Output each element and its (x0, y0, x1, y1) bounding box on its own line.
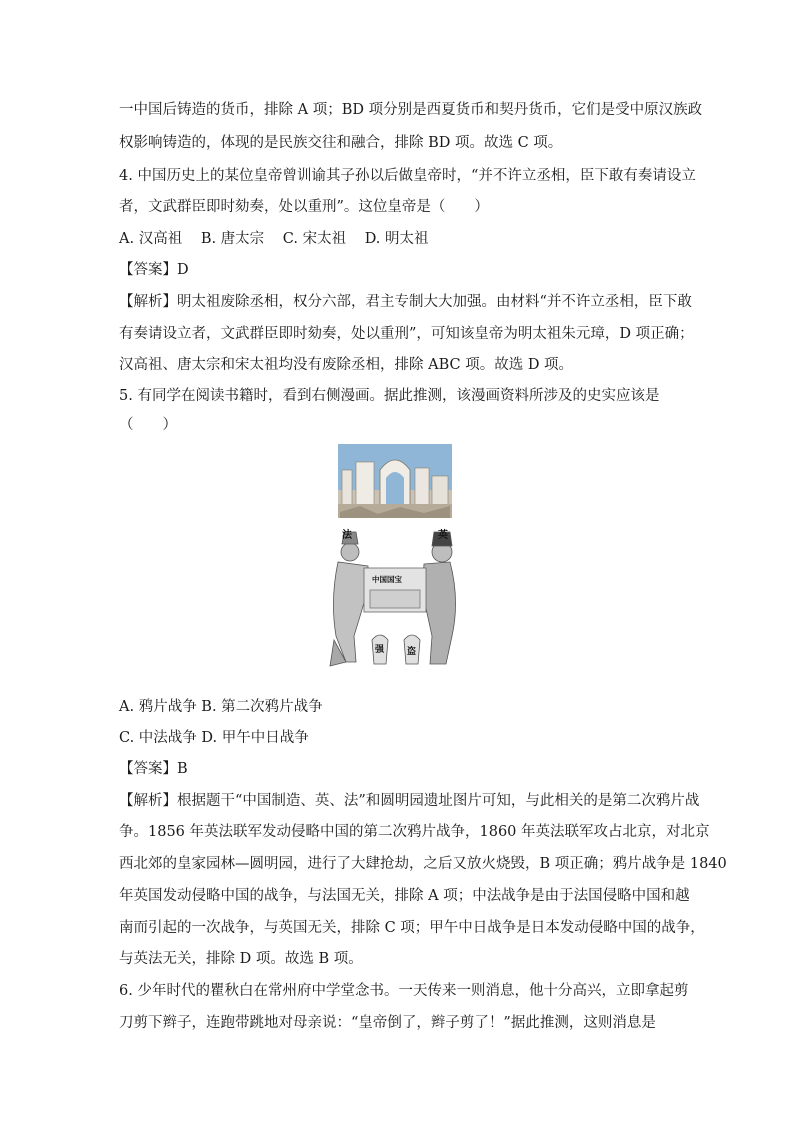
option-a: A. 汉高祖 (119, 231, 183, 247)
two-robbers-cartoon (330, 532, 456, 666)
question-5-stem: （ ） (119, 417, 177, 433)
question-6-stem: 刀剪下辫子，连跑带跳地对母亲说：“皇帝倒了，辫子剪了！”据此推测，这则消息是 (119, 1015, 656, 1031)
label-britain: 英 (438, 530, 448, 541)
question-5-answer: 【答案】B (119, 761, 188, 777)
question-4-analysis: 【解析】明太祖废除丞相，权分六部，君主专制大大加强。由材料“并不许立丞相，臣下敢 (119, 294, 692, 310)
text-line: 一中国后铸造的货币，排除 A 项；BD 项分别是西夏货币和契丹货币，它们是受中原汉族政 (119, 102, 703, 118)
question-4-analysis: 汉高祖、唐太宗和宋太祖均没有废除丞相，排除 ABC 项。故选 D 项。 (119, 357, 574, 373)
label-qiang: 强 (375, 645, 385, 655)
question-5-options: C. 中法战争 D. 甲午中日战争 (119, 730, 309, 746)
question-5-options: A. 鸦片战争 B. 第二次鸦片战争 (119, 699, 323, 715)
question-5-analysis: 南而引起的一次战争，与英国无关，排除 C 项；甲午中日战争是日本发动侵略中国的战争， (119, 920, 705, 936)
question-4-stem: 4. 中国历史上的某位皇帝曾训谕其子孙以后做皇帝时，“并不许立丞相，臣下敢有奏请设立 (119, 168, 696, 184)
question-5-analysis: 【解析】根据题干“中国制造、英、法”和圆明园遗址图片可知，与此相关的是第二次鸦片战 (119, 793, 700, 809)
question-6-stem: 6. 少年时代的瞿秋白在常州府中学堂念书。一天传来一则消息，他十分高兴，立即拿起剪 (119, 983, 689, 999)
question-5-analysis: 争。1856 年英法联军发动侵略中国的第二次鸦片战争，1860 年英法联军攻占北京，对北京 (119, 824, 710, 840)
question-5-analysis: 西北郊的皇家园林—圆明园，进行了大肆抢劫，之后又放火烧毁，B 项正确；鸦片战争是 1840 (119, 856, 727, 872)
question-4-stem: 者，文武群臣即时劾奏，处以重刑”。这位皇帝是（ ） (119, 199, 489, 215)
question-5-analysis: 年英国发动侵略中国的战争，与法国无关，排除 A 项；中法战争是由于法国侵略中国和越 (119, 888, 690, 904)
option-b: B. 唐太宗 (200, 231, 265, 247)
label-china-treasure: 中国国宝 (372, 575, 402, 584)
label-france: 法 (342, 530, 352, 541)
yuanmingyuan-ruins-photo (338, 444, 452, 518)
question-5-analysis: 与英法无关，排除 D 项。故选 B 项。 (119, 951, 363, 967)
option-c: C. 宋太祖 (282, 231, 347, 247)
cartoon-illustration (320, 440, 470, 680)
question-4-answer: 【答案】D (119, 262, 189, 278)
label-dao: 盗 (407, 647, 417, 657)
question-5-stem: 5. 有同学在阅读书籍时，看到右侧漫画。据此推测，该漫画资料所涉及的史实应该是 (119, 388, 660, 404)
text-line: 权影响铸造的，体现的是民族交往和融合，排除 BD 项。故选 C 项。 (119, 135, 563, 151)
question-4-analysis: 有奏请设立者，文武群臣即时劾奏，处以重刑”，可知该皇帝为明太祖朱元璋，D 项正确； (119, 326, 694, 342)
option-d: D. 明太祖 (364, 231, 429, 247)
question-4-options (119, 229, 679, 249)
